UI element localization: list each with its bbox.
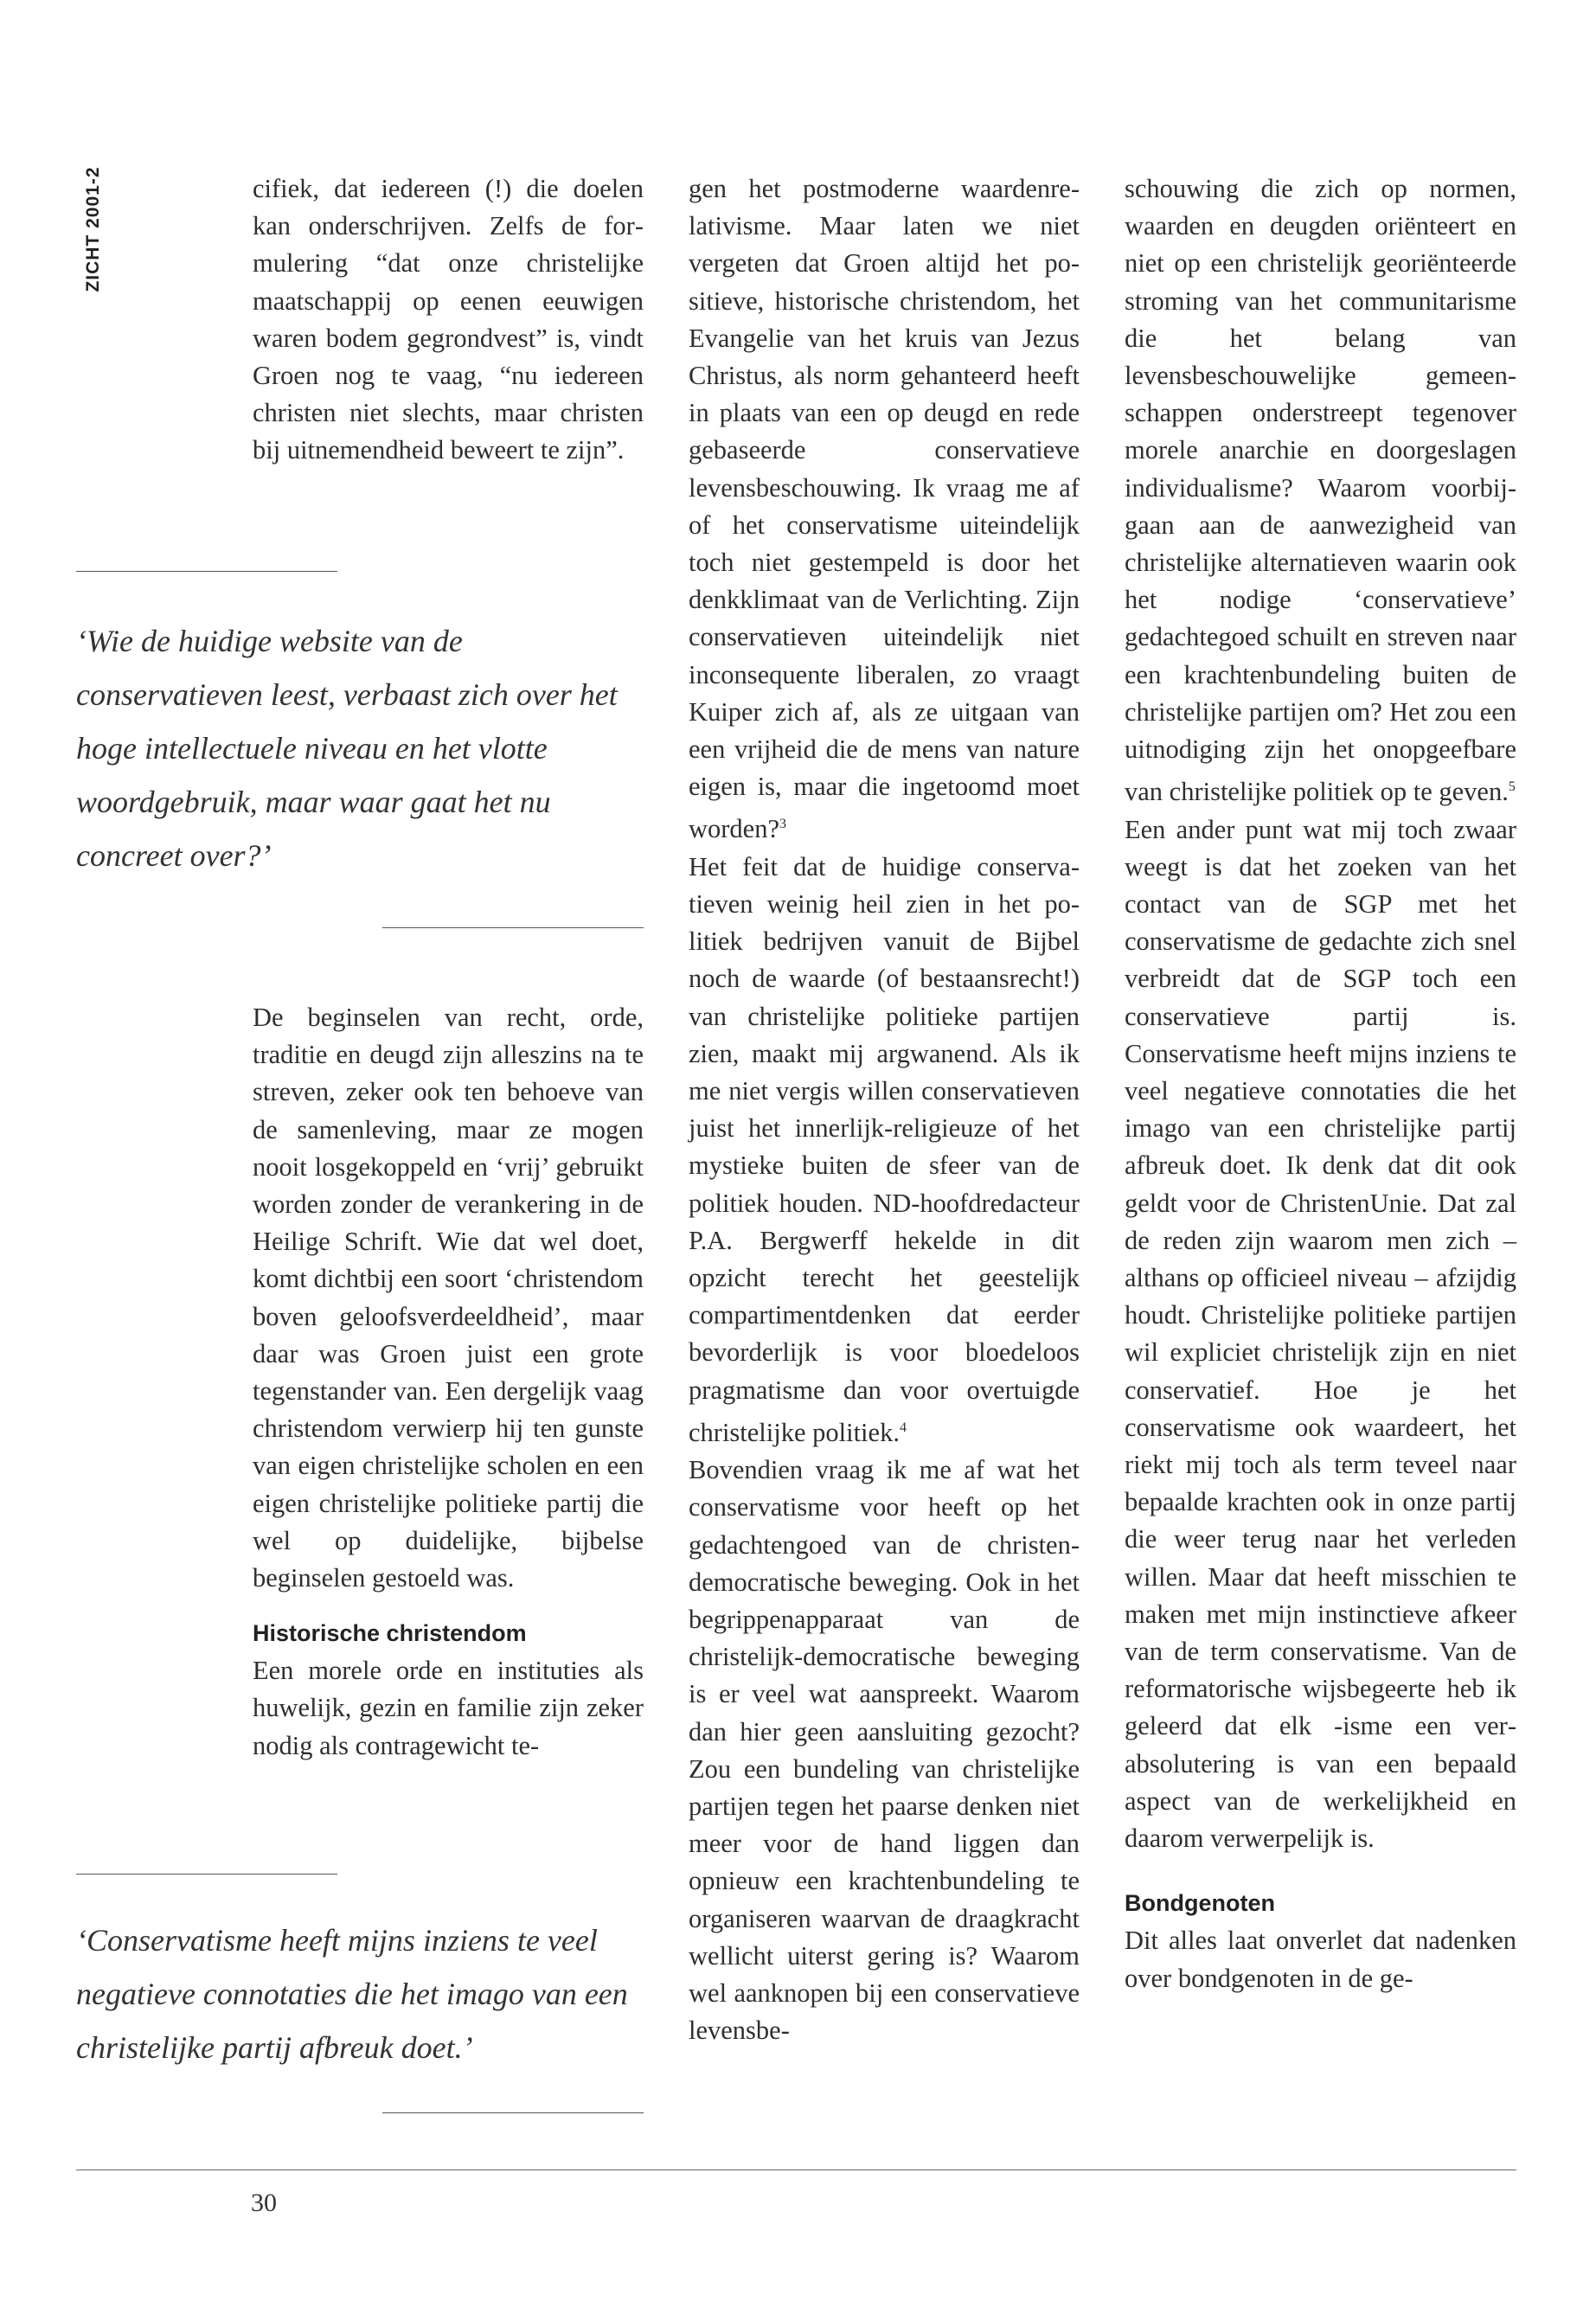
footnote-ref: 4	[899, 1420, 907, 1435]
paragraph: cifiek, dat iedereen (!) die doelen kan onderschrijven. Zelfs de formulering “dat onze christelijke maatschappij op eenen eeuwigen waren bodem gegrondvest” is, vindt Groen nog te vaag, “nu iedereen christen niet slechts, maar christen bij uitnemendheid beweert te zijn”.	[253, 174, 644, 465]
paragraph: De beginselen van recht, orde, traditie en deugd zijn alleszins na te streven, zeker ook ten behoeve van de samenleving, maar ze mogen nooit losgekoppeld en ‘vrij’ gebruikt worden zonder de verankering in de Heilige Schrift. Wie dat wel doet, komt dichtbij een soort ‘christendom boven geloofsverdeeldheid’, maar daar was Groen juist een grote tegenstander van. Een dergelijk vaag christendom verwierp hij ten gunste van eigen christelijke scholen en een eigen christelijke politieke partij die wel op duidelijke, bijbelse beginselen gestoeld was.	[253, 1003, 644, 1593]
pullquote-rule-bottom	[382, 927, 644, 928]
page-number: 30	[251, 2189, 277, 2217]
section-heading: Historische christendom	[253, 1620, 527, 1647]
column-3	[1125, 170, 1516, 1997]
pullquote-1	[76, 614, 647, 882]
paragraph: Een ander punt wat mij toch zwaar weegt is dat het zoeken van het contact van de SGP met het conservatisme de gedachte zich snel verbreidt dat de SGP toch een conservatieve partij is. Conservatisme heeft mijns inziens te veel negatieve connotaties die het imago van een christelijke partij afbreuk doet. Ik denk dat dit ook geldt voor de ChristenUnie. Dat zal de reden zijn waarom men zich – althans op officieel niveau – afzijdig houdt. Christelijke politieke partijen wil expliciet christelijk zijn en niet conservatief. Hoe je het conservatisme ook waardeert, het riekt mij toch als term teveel naar bepaalde krachten ook in onze partij die weer terug naar het verleden willen. Maar dat heeft misschien te maken met mijn instinctieve afkeer van de term conservatisme. Van de reformatorische wijsbegeerte heb ik geleerd dat elk -isme een verabsolutering is van een bepaald aspect van de werkelijkheid en daarom verwerpelijk is.	[1125, 814, 1516, 1854]
paragraph: Bovendien vraag ik me af wat het conservatisme voor heeft op het gedachtengoed van de christen-democratische beweging. Ook in het begrippenapparaat van de christelijk-democratische beweging is er veel wat aanspreekt. Waarom dan hier geen aansluiting gezocht? Zou een bundeling van christelijke partijen tegen het paarse denken niet meer voor de hand liggen dan opnieuw een krachtenbundeling te organiseren waarvan de draagkracht wellicht uiterst gering is? Waarom wel aanknopen bij een conservatieve levensbe-	[689, 1455, 1080, 2046]
column-1-main	[253, 999, 644, 1765]
pullquote-rule-top	[76, 571, 337, 572]
paragraph-text: Het feit dat de huidige conservatieven weinig heil zien in het politiek bedrijven vanuit de Bijbel noch de waarde (of bestaansrecht!) van christelijke politieke partijen zien, maakt mij argwanend. Als ik me niet vergis willen conservatieven juist het innerlijk-religieuze of het mystieke buiten de sfeer van de politiek houden. ND-hoofdredacteur P.A. Bergwerff hekelde in dit opzicht terecht het geestelijk compartimentdenken dat eerder bevorderlijk is voor bloedeloos pragmatisme dan voor overtuigde christelijke politiek.	[689, 851, 1080, 1448]
paragraph	[689, 849, 1080, 1452]
footnote-ref: 5	[1508, 779, 1516, 795]
pullquote-text: ‘Conservatisme heeft mijns inziens te veel negatieve connotaties die het imago van een christelijke partij afbreuk doet.’	[76, 1923, 628, 2065]
paragraph: Dit alles laat onverlet dat nadenken over bondgenoten in de ge-	[1125, 1926, 1516, 1993]
running-head	[76, 156, 111, 303]
running-head-text: ZICHT 2001-2	[83, 166, 103, 292]
column-1-top	[253, 170, 644, 470]
paragraph	[1125, 170, 1516, 811]
pullquote-rule-top	[76, 1874, 337, 1875]
pullquote-text: ‘Wie de huidige website van de conservatieven leest, verbaast zich over het hoge intellectuele niveau en het vlotte woordgebruik, maar waar gaat het nu concreet over?’	[76, 624, 618, 873]
paragraph	[689, 170, 1080, 849]
pullquote-2	[76, 1913, 647, 2074]
paragraph-text: schouwing die zich op normen, waarden en deugden oriënteert en niet op een christelijk georiënteerde stroming van het communitarisme die het belang van levensbeschouwelijke gemeenschappen onderstreept tegenover morele anarchie en doorgeslagen individualisme? Waarom voorbijgaan aan de aanwezigheid van christelijke alternatieven waarin ook het nodige ‘conservatieve’ gedachtegoed schuilt en streven naar een krachtenbundeling buiten de christelijke partijen om? Het zou een uitnodiging zijn het onopgeefbare van christelijke politiek op te geven.	[1125, 174, 1516, 807]
pullquote-rule-bottom	[382, 2112, 644, 2113]
column-2	[689, 170, 1080, 2049]
section-heading: Bondgenoten	[1125, 1890, 1275, 1917]
paragraph: Een morele orde en instituties als huwelijk, gezin en familie zijn zeker nodig als contragewicht te-	[253, 1656, 644, 1760]
footnote-ref: 3	[779, 817, 787, 832]
paragraph-text: gen het postmoderne waardenrelativisme. Maar laten we niet vergeten dat Groen altijd het positieve, historische christendom, het Evangelie van het kruis van Jezus Christus, als norm gehanteerd heeft in plaats van een op deugd en rede gebaseerde conservatieve levensbeschouwing. Ik vraag me af of het conservatisme uiteindelijk toch niet gestempeld is door het denkklimaat van de Verlichting. Zijn conservatieven uiteindelijk niet inconsequente liberalen, zo vraagt Kuiper zich af, als ze uitgaan van een vrijheid die de mens van nature eigen is, maar die ingetoomd moet worden?	[689, 174, 1080, 844]
